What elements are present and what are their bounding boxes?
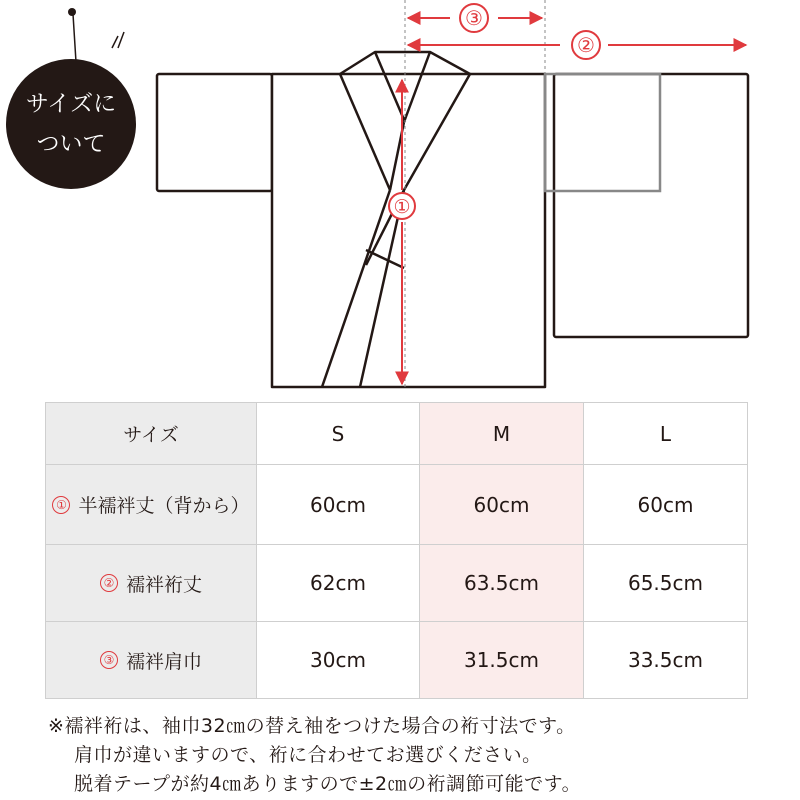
marker-2: ② [577,33,595,57]
note-line: 肩巾が違いますので、裄に合わせてお選びください。 [74,744,542,766]
cell-value: 60cm [584,465,748,545]
note-line: ※襦袢裄は、袖巾32㎝の替え袖をつけた場合の裄寸法です。 [48,715,576,737]
cell-value: 63.5cm [420,545,584,622]
cell-value: 31.5cm [420,622,584,699]
cell-value: 60cm [420,465,584,545]
size-info-badge [6,59,136,189]
size-table [45,402,748,699]
table-row [46,465,748,545]
badge-line-2: ついて [36,131,106,157]
row-marker: ③ [100,651,118,669]
pin-decoration [68,8,124,62]
measure-shoulder-width [408,4,542,32]
header-size-s: S [257,403,420,465]
note-line: 脱着テープが約4㎝ありますので±2㎝の裄調節可能です。 [74,773,582,795]
marker-3: ③ [465,6,483,30]
left-sleeve [157,74,272,191]
row-marker: ② [100,574,118,592]
cell-value: 62cm [257,545,420,622]
header-size-l: L [584,403,748,465]
badge-line-1: サイズに [25,91,117,117]
table-row [46,545,748,622]
marker-1: ① [393,196,411,218]
table-header-row [46,403,748,465]
row-label: 襦袢裄丈 [125,573,202,596]
cell-value: 33.5cm [584,622,748,699]
row-marker: ① [52,496,70,514]
garment-body [272,74,545,387]
table-row [46,622,748,699]
header-size-label: サイズ [46,403,257,465]
right-sleeve [554,74,748,337]
cell-value: 65.5cm [584,545,748,622]
row-label: 半襦袢丈（背から） [78,495,250,517]
measure-sleeve-length [408,31,746,59]
cell-value: 60cm [257,465,420,545]
row-label: 襦袢肩巾 [125,650,202,673]
size-notes [48,712,788,799]
header-size-m: M [420,403,584,465]
cell-value: 30cm [257,622,420,699]
